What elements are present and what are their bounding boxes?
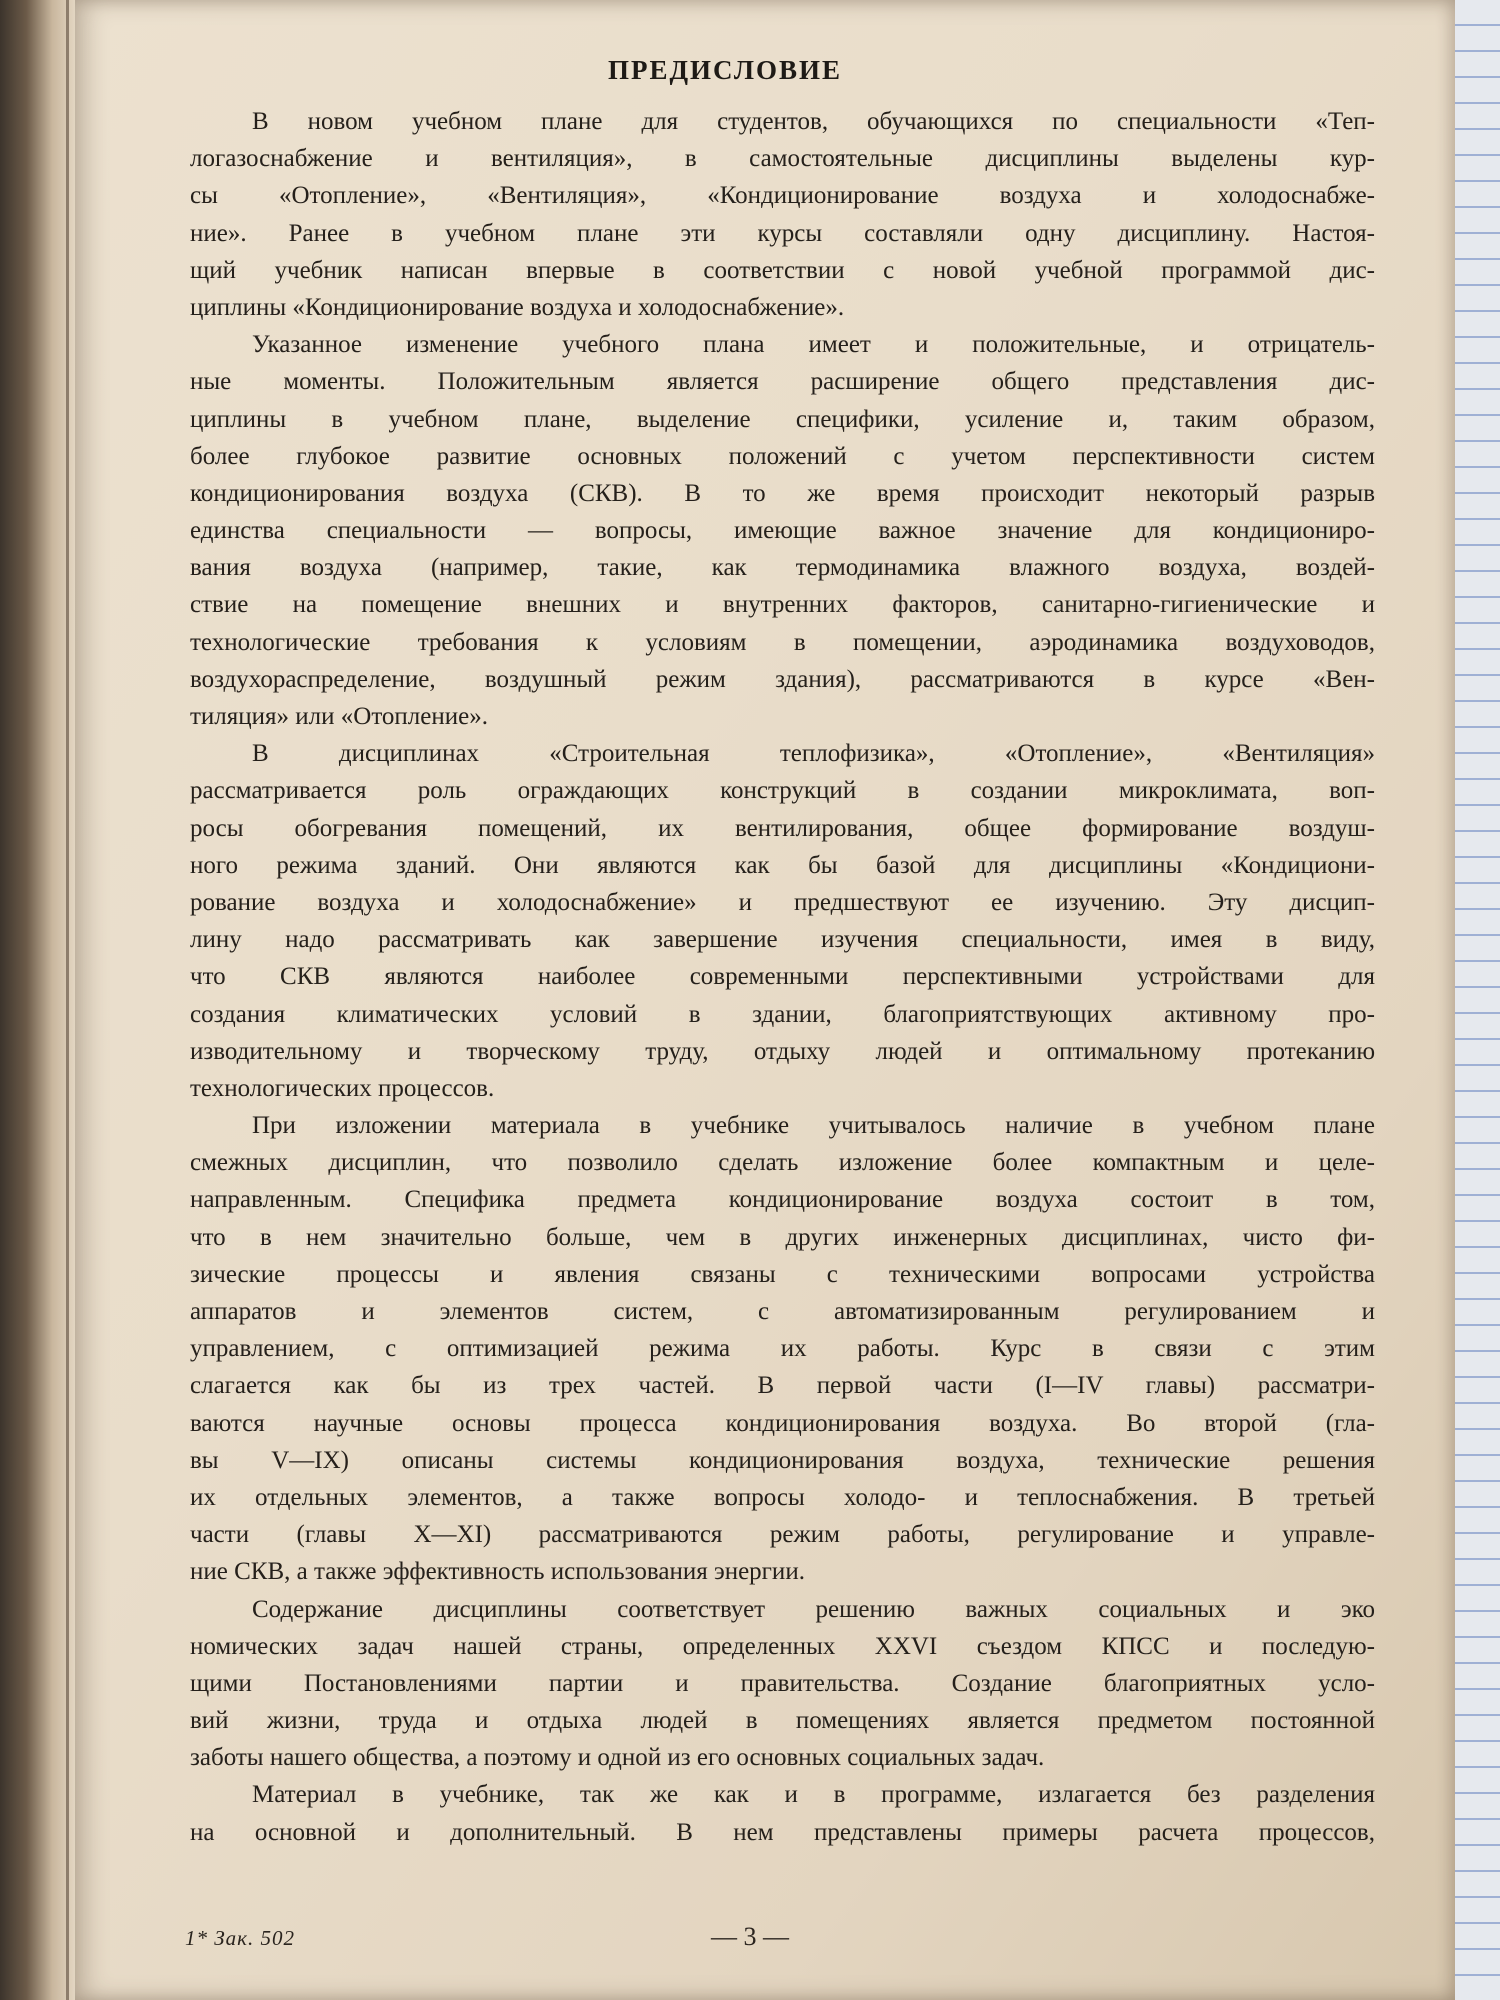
text-line: вания воздуха (например, такие, как термодинамика влажного воздуха, воздей-: [190, 554, 1375, 582]
text-line: что в нем значительно больше, чем в других инженерных дисциплинах, чисто фи-: [190, 1223, 1375, 1251]
text-line: более глубокое развитие основных положений с учетом перспективности систем: [190, 442, 1375, 470]
text-line: ние СКВ, а также эффективность использования энергии.: [190, 1558, 805, 1586]
text-line: технологических процессов.: [190, 1074, 495, 1102]
text-line: В дисциплинах «Строительная теплофизика», «Отопление», «Вентиляция»: [252, 740, 1375, 768]
text-line: направленным. Специфика предмета кондиционирование воздуха состоит в том,: [190, 1186, 1375, 1214]
text-line: что СКВ являются наиболее современными перспективными устройствами для: [190, 963, 1375, 991]
text-line: единства специальности — вопросы, имеющие важное значение для кондициониро-: [190, 517, 1375, 545]
text-line: Указанное изменение учебного плана имеет и положительные, и отрицатель-: [252, 331, 1375, 359]
text-line: ного режима зданий. Они являются как бы базой для дисциплины «Кондициони-: [190, 851, 1375, 879]
text-line: Содержание дисциплины соответствует решению важных социальных и эко: [252, 1595, 1375, 1623]
text-line: щий учебник написан впервые в соответствии с новой учебной программой дис-: [190, 256, 1375, 284]
text-line: ние». Ранее в учебном плане эти курсы составляли одну дисциплину. Настоя-: [190, 219, 1375, 247]
text-line: их отдельных элементов, а также вопросы холодо- и теплоснабжения. В третьей: [190, 1483, 1375, 1511]
page-number: — 3 —: [711, 1922, 789, 1951]
text-line: части (главы X—XI) рассматриваются режим работы, регулирование и управле-: [190, 1521, 1375, 1549]
paragraph-1: [190, 103, 1375, 326]
text-line: ные моменты. Положительным является расширение общего представления дис-: [190, 368, 1375, 396]
text-line: рование воздуха и холодоснабжение» и предшествуют ее изучению. Эту дисцип-: [190, 888, 1375, 916]
text-line: вий жизни, труда и отдыха людей в помещениях является предметом постоянной: [190, 1707, 1375, 1735]
text-line: на основной и дополнительный. В нем представлены примеры расчета процессов,: [190, 1818, 1375, 1846]
preface-text: [190, 103, 1375, 1851]
text-line: аппаратов и элементов систем, с автоматизированным регулированием и: [190, 1298, 1375, 1325]
text-line: логазоснабжение и вентиляция», в самостоятельные дисциплины выделены кур-: [190, 145, 1375, 173]
text-line: технологические требования к условиям в помещении, аэродинамика воздуховодов,: [190, 628, 1375, 656]
text-line: зические процессы и явления связаны с техническими вопросами устройства: [190, 1260, 1375, 1288]
text-line: лину надо рассматривать как завершение изучения специальности, имея в виду,: [190, 926, 1375, 954]
text-line: ваются научные основы процесса кондиционирования воздуха. Во второй (гла-: [190, 1409, 1375, 1437]
text-line: щими Постановлениями партии и правительства. Создание благоприятных усло-: [190, 1669, 1375, 1697]
text-line: сы «Отопление», «Вентиляция», «Кондиционирование воздуха и холодоснабже-: [190, 182, 1375, 210]
text-line: росы обогревания помещений, их вентилирования, общее формирование воздуш-: [190, 814, 1375, 842]
text-line: изводительному и творческому труду, отдыху людей и оптимальному протеканию: [190, 1037, 1375, 1065]
text-line: В новом учебном плане для студентов, обучающихся по специальности «Теп-: [252, 108, 1375, 135]
text-line: кондиционирования воздуха (СКВ). В то же время происходит некоторый разрыв: [190, 479, 1375, 507]
text-line: Материал в учебнике, так же как и в программе, излагается без разделения: [252, 1781, 1375, 1809]
text-line: номических задач нашей страны, определенных XXVI съездом КПСС и последую-: [190, 1632, 1375, 1660]
text-line: ствие на помещение внешних и внутренних факторов, санитарно-гигиенические и: [190, 591, 1375, 619]
text-line: циплины «Кондиционирование воздуха и холодоснабжение».: [190, 293, 845, 321]
text-line: создания климатических условий в здании, благоприятствующих активному про-: [190, 1000, 1375, 1028]
book-gutter: [0, 0, 75, 2000]
text-line: циплины в учебном плане, выделение специфики, усиление и, таким образом,: [190, 405, 1375, 433]
text-line: воздухораспределение, воздушный режим здания), рассматриваются в курсе «Вен-: [190, 665, 1375, 693]
print-signature: 1* Зак. 502: [185, 1926, 295, 1950]
paragraph-4: [190, 1107, 1375, 1590]
text-line: слагается как бы из трех частей. В первой части (I—IV главы) рассматри-: [190, 1372, 1375, 1400]
page-title: ПРЕДИСЛОВИЕ: [607, 55, 843, 85]
paragraph-2: [190, 326, 1375, 735]
paragraph-6: [190, 1776, 1375, 1850]
text-line: При изложении материала в учебнике учитывалось наличие в учебном плане: [252, 1112, 1375, 1140]
paragraph-5: [190, 1591, 1375, 1777]
paragraph-3: [190, 735, 1375, 1107]
text-line: вы V—IX) описаны системы кондиционирования воздуха, технические решения: [190, 1446, 1375, 1474]
text-line: смежных дисциплин, что позволило сделать изложение более компактным и целе-: [190, 1149, 1375, 1177]
text-line: рассматривается роль ограждающих конструкций в создании микроклимата, воп-: [190, 777, 1375, 805]
text-line: управлением, с оптимизацией режима их работы. Курс в связи с этим: [190, 1335, 1375, 1363]
notebook-edge: [1455, 0, 1500, 2000]
text-line: тиляция» или «Отопление».: [190, 703, 488, 730]
text-line: заботы нашего общества, а поэтому и одной из его основных социальных задач.: [190, 1744, 1045, 1772]
